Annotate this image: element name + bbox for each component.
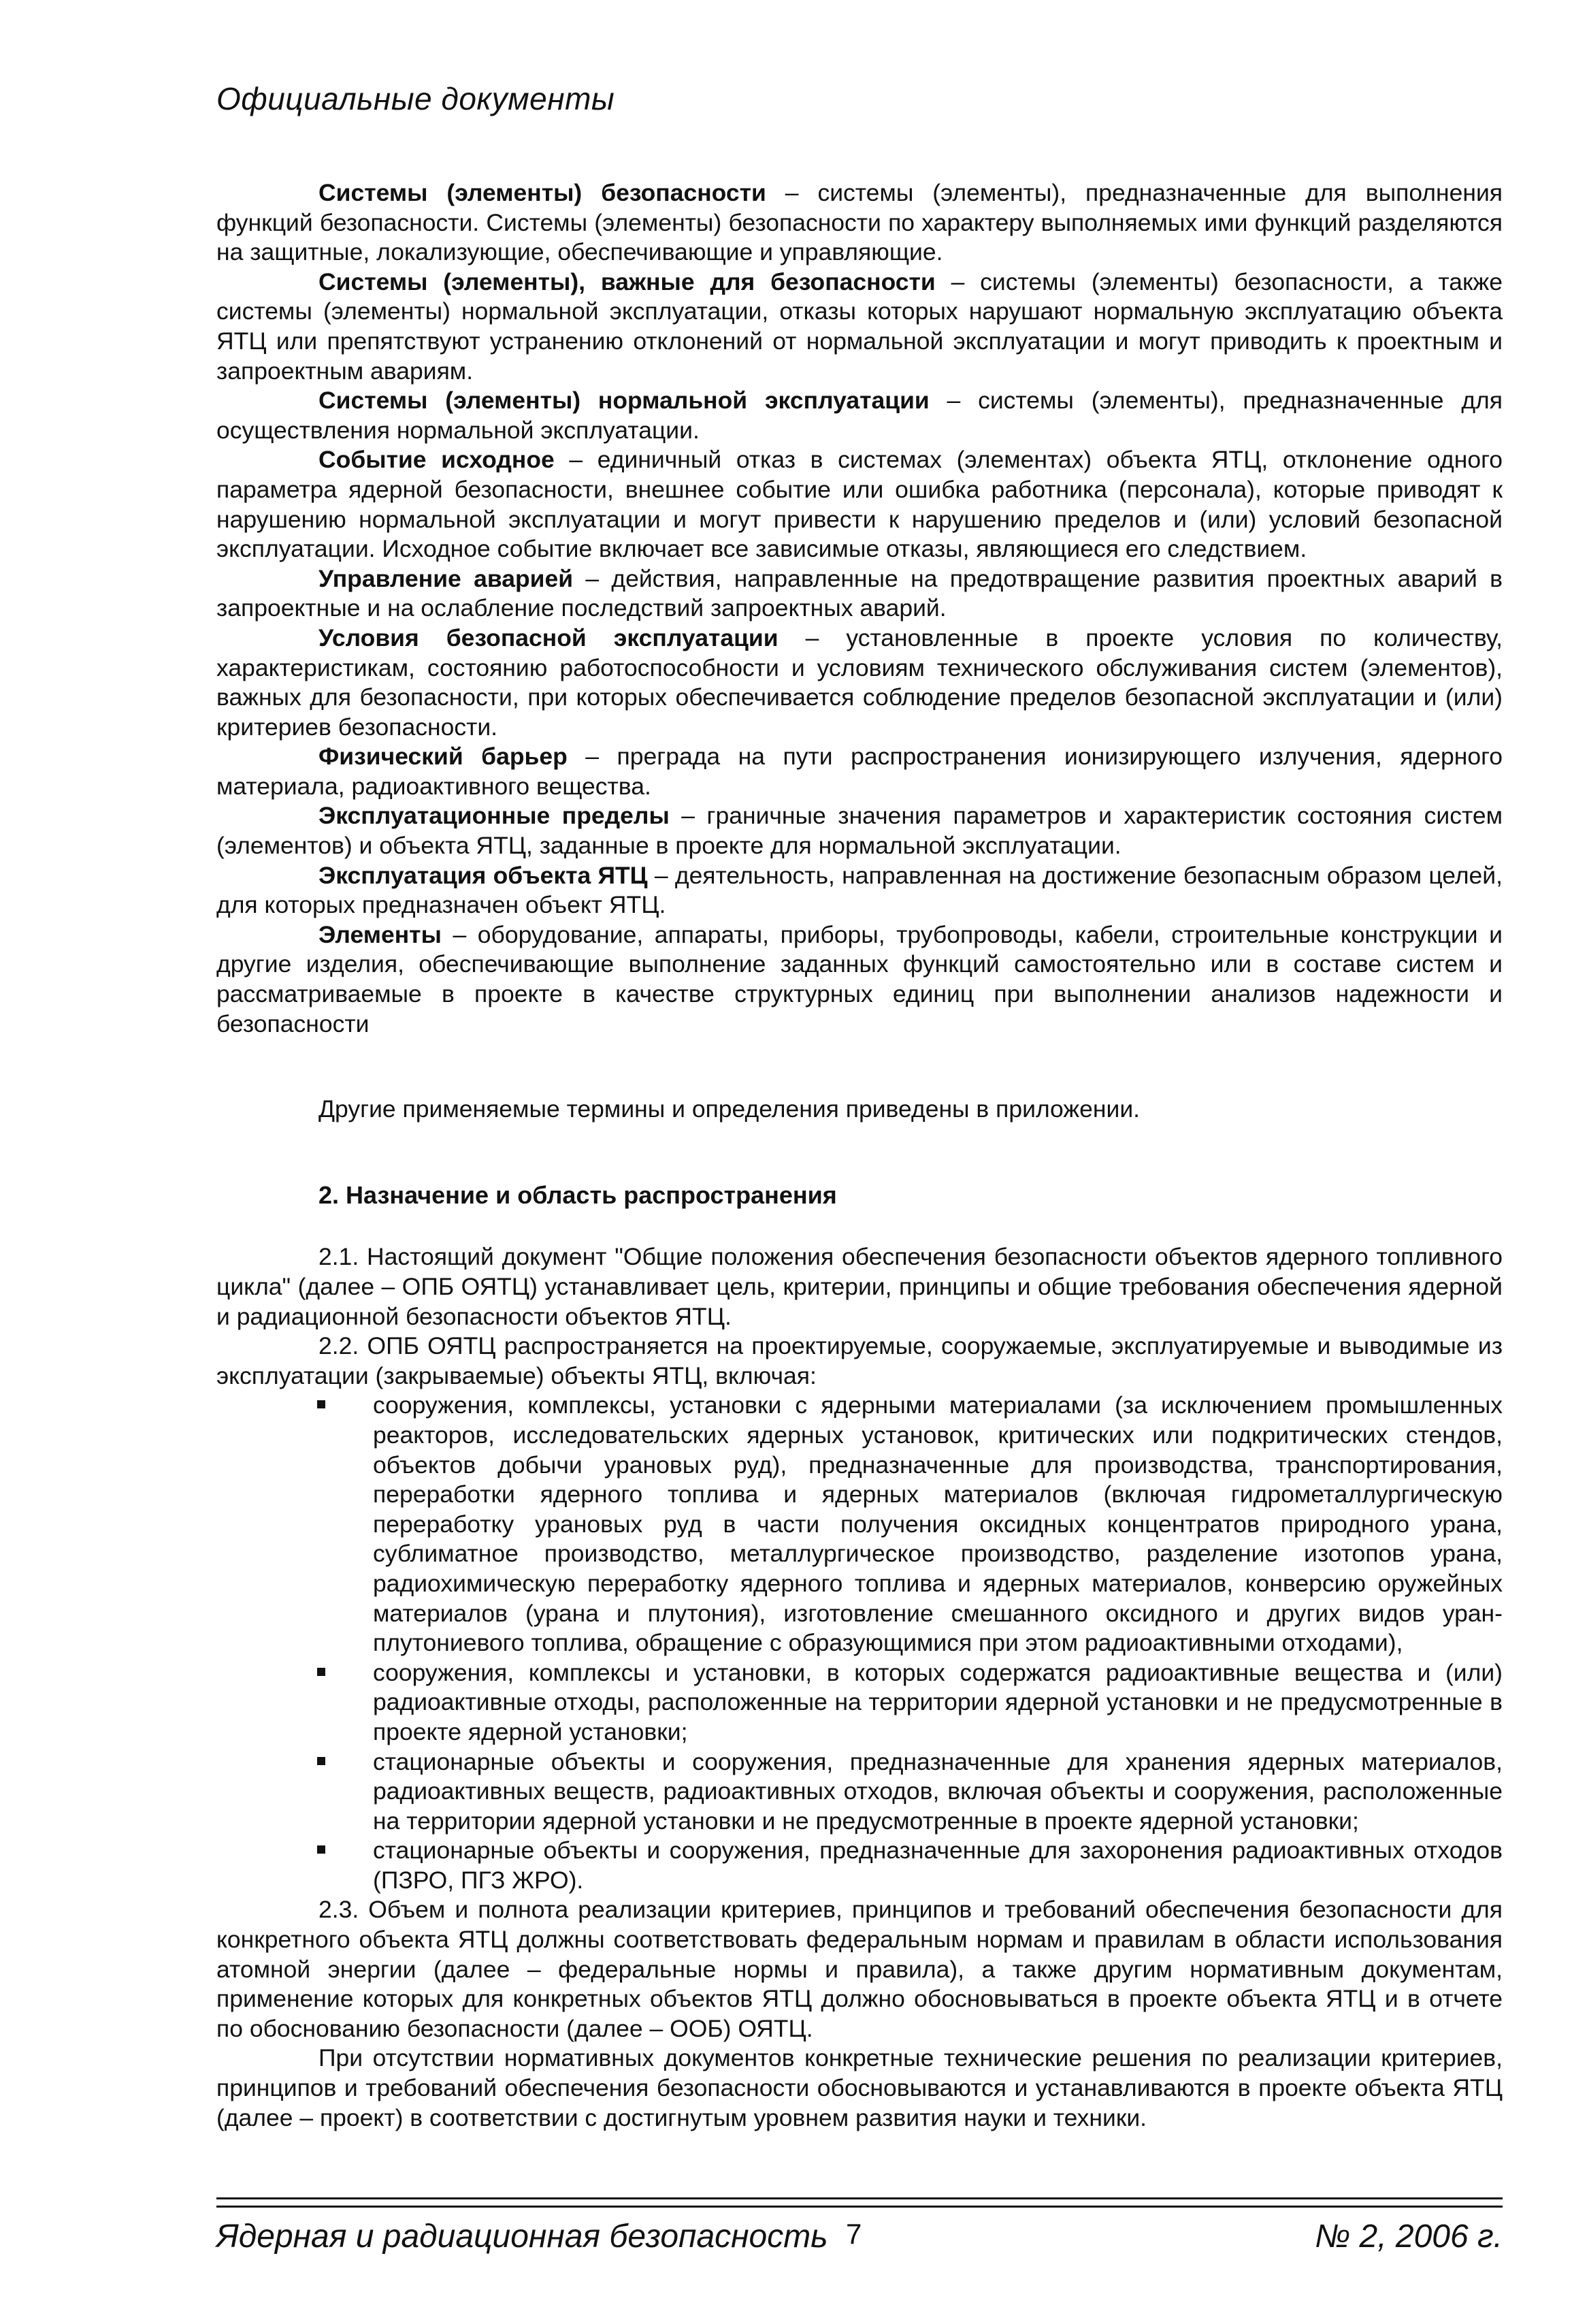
definition-text: – действия, направленные на предотвращение развития проектных аварий в запроектные и на ослабление последствий запроектных аварий. <box>216 564 1503 622</box>
definition-text: – системы (элементы) безопасности, а также системы (элементы) нормальной эксплуатации, отказы которых нарушают нормальную эксплуатацию объекта ЯТЦ или препятствуют устранению отклонений от нормальной эксплуатации и могут приводить к проектным и запроектным авариям. <box>216 268 1503 385</box>
page-footer <box>216 2218 1503 2265</box>
definition-text: – деятельность, направленная на достижение безопасным образом целей, для которых предназначен объект ЯТЦ. <box>216 861 1503 919</box>
definition-term: Условия безопасной эксплуатации <box>318 624 779 651</box>
definition-text: – установленные в проекте условия по количеству, характеристикам, состоянию работоспособности и условиям технического обслуживания систем (элементов), важных для безопасности, при которых обеспечивается соблюдение пределов безопасной эксплуатации и (или) критериев безопасности. <box>216 624 1503 741</box>
document-body <box>216 178 1503 2133</box>
journal-title: Ядерная и радиационная безопасность <box>216 2218 828 2255</box>
list-item-text: сооружения, комплексы и установки, в которых содержатся радиоактивные вещества и (или) радиоактивные отходы, расположенные на территории ядерной установки и не предусмотренные в проекте ядерной установки; <box>373 1658 1503 1745</box>
definition-term: Событие исходное <box>318 446 555 474</box>
running-head: Официальные документы <box>216 81 615 116</box>
spacer <box>216 1125 1503 1180</box>
footer-divider <box>216 2206 1503 2208</box>
definition-term: Системы (элементы) безопасности <box>318 179 766 206</box>
list-item <box>216 1836 1503 1895</box>
scope-list <box>216 1391 1503 1895</box>
section-heading: 2. Назначение и область распространения <box>318 1180 837 1209</box>
spacer <box>216 1210 1503 1242</box>
page-number: 7 <box>846 2218 862 2250</box>
definition-text: – единичный отказ в системах (элементах) объекта ЯТЦ, отклонение одного параметра ядерной безопасности, внешнее событие или ошибка работника (персонала), которые приводят к нарушению нормальной эксплуатации и могут привести к нарушению пределов и (или) условий безопасной эксплуатации. Исходное событие включает все зависимые отказы, являющиеся его следствием. <box>216 446 1503 563</box>
definition-paragraph <box>216 801 1503 860</box>
list-item-text: сооружения, комплексы, установки с ядерными материалами (за исключением промышленных реакторов, исследовательских ядерных установок, критических или подкритических стендов, объектов добычи урановых руд), предназначенные для производства, транспортирования, переработки ядерного топлива и ядерных материалов (включая гидрометаллургическую переработку урановых руд в части получения оксидных концентратов природного урана, сублиматное производство, металлургическое производство, разделение изотопов урана, радиохимическую переработку ядерного топлива и ядерных материалов, конверсию оружейных материалов (урана и плутония), изготовление смешанного оксидного и других видов уран-плутониевого топлива, обращение с образующимися при этом радиоактивными отходами), <box>373 1391 1503 1657</box>
bullet-icon <box>317 1668 325 1676</box>
definition-text: – граничные значения параметров и характеристик состояния систем (элементов) и объекта ЯТЦ, заданные в проекте для нормальной эксплуатации. <box>216 802 1503 860</box>
definition-term: Эксплуатация объекта ЯТЦ <box>318 861 648 889</box>
paragraph-2-2: 2.2. ОПБ ОЯТЦ распространяется на проектируемые, сооружаемые, эксплуатируемые и выводимые из эксплуатации (закрываемые) объекты ЯТЦ, включая: <box>216 1332 1503 1389</box>
paragraph-2-3: 2.3. Объем и полнота реализации критериев, принципов и требований обеспечения безопасности для конкретного объекта ЯТЦ должны соответствовать федеральным нормам и правилам в области использования атомной энергии (далее – федеральные нормы и правила), а также другим нормативным документам, применение которых для конкретных объектов ЯТЦ должно обосновываться в проекте объекта ЯТЦ и в отчете по обоснованию безопасности (далее – ООБ) ОЯТЦ. <box>216 1896 1503 2042</box>
definition-text: – оборудование, аппараты, приборы, трубопроводы, кабели, строительные конструкции и другие изделия, обеспечивающие выполнение заданных функций самостоятельно или в составе систем и рассматриваемые в проекте в качестве структурных единиц при выполнении анализов надежности и безопасности <box>216 920 1503 1037</box>
definition-paragraph <box>216 624 1503 742</box>
list-item <box>216 1658 1503 1747</box>
bullet-icon <box>317 1845 325 1854</box>
definition-term: Системы (элементы) нормальной эксплуатации <box>318 387 930 415</box>
definition-paragraph <box>216 268 1503 386</box>
definition-text: – системы (элементы), предназначенные для осуществления нормальной эксплуатации. <box>216 387 1503 444</box>
definition-paragraph <box>216 445 1503 564</box>
definition-paragraph <box>216 920 1503 1039</box>
paragraph-2-1: 2.1. Настоящий документ "Общие положения обеспечения безопасности объектов ядерного топливного цикла" (далее – ОПБ ОЯТЦ) устанавливает цель, критерии, принципы и общие требования обеспечения ядерной и радиационной безопасности объектов ЯТЦ. <box>216 1243 1503 1330</box>
definition-paragraph <box>216 386 1503 445</box>
other-terms-note: Другие применяемые термины и определения приведены в приложении. <box>318 1095 1141 1123</box>
definition-paragraph <box>216 742 1503 801</box>
definition-term: Физический барьер <box>318 743 568 771</box>
list-item <box>216 1747 1503 1837</box>
bullet-icon <box>317 1757 325 1765</box>
paragraph-final: При отсутствии нормативных документов конкретные технические решения по реализации критериев, принципов и требований обеспечения безопасности обосновываются и устанавливаются в проекте объекта ЯТЦ (далее – проект) в соответствии с достигнутым уровнем развития науки и техники. <box>216 2044 1503 2131</box>
spacer <box>216 1039 1503 1095</box>
list-item-text: стационарные объекты и сооружения, предназначенные для захоронения радиоактивных отходов (ПЗРО, ПГЗ ЖРО). <box>373 1837 1503 1894</box>
list-item-text: стационарные объекты и сооружения, предназначенные для хранения ядерных материалов, радиоактивных веществ, радиоактивных отходов, включая объекты и сооружения, расположенные на территории ядерной установки и не предусмотренные в проекте ядерной установки; <box>373 1747 1503 1835</box>
definition-term: Элементы <box>318 920 442 948</box>
list-item <box>216 1391 1503 1658</box>
definition-text: – преграда на пути распространения ионизирующего излучения, ядерного материала, радиоактивного вещества. <box>216 743 1503 800</box>
definition-term: Эксплуатационные пределы <box>318 802 670 830</box>
definition-term: Системы (элементы), важные для безопасности <box>318 268 936 295</box>
footer-divider <box>216 2197 1503 2199</box>
definition-paragraph <box>216 564 1503 624</box>
bullet-icon <box>317 1400 325 1408</box>
issue-number: № 2, 2006 г. <box>1315 2218 1503 2255</box>
definition-term: Управление аварией <box>318 564 574 592</box>
definition-paragraph <box>216 861 1503 920</box>
definition-text: – системы (элементы), предназначенные для выполнения функций безопасности. Системы (элементы) безопасности по характеру выполняемых ими функций разделяются на защитные, локализующие, обеспечивающие и управляющие. <box>216 179 1503 266</box>
definition-paragraph <box>216 178 1503 268</box>
